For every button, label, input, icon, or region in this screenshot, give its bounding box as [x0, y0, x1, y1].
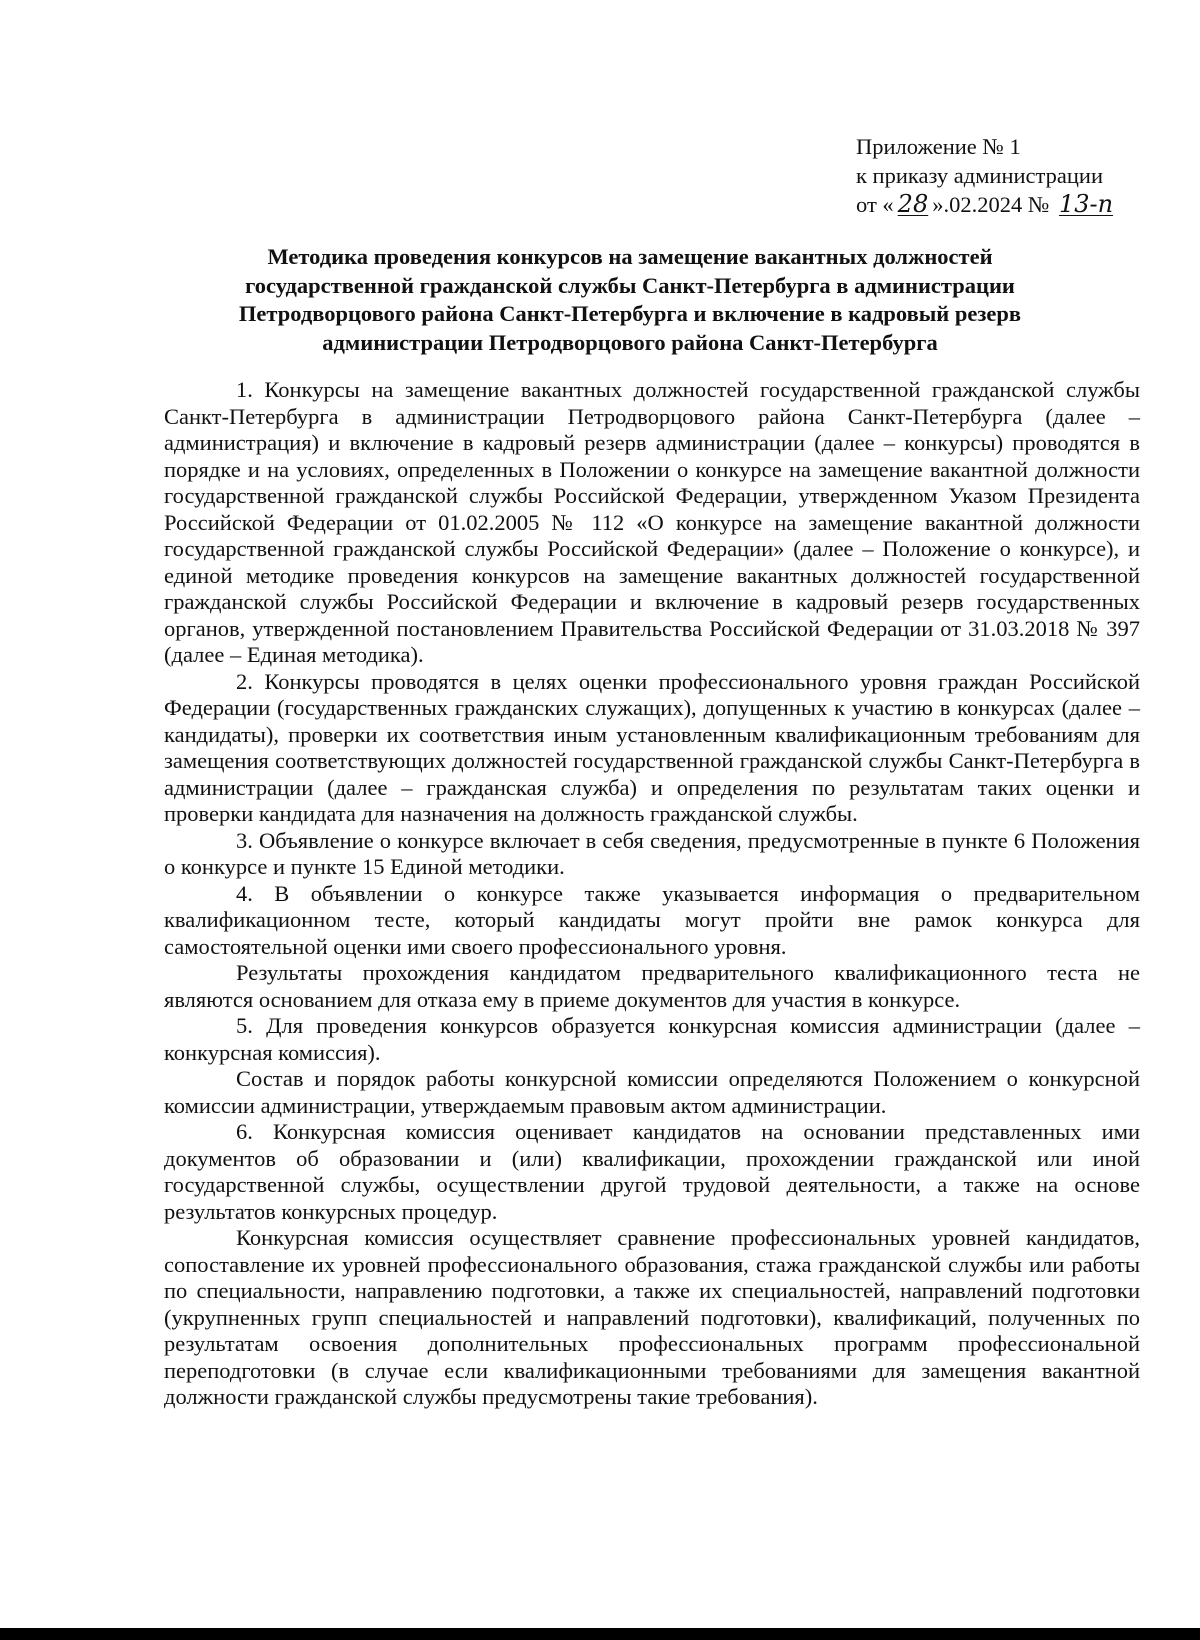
paragraph-2: 2. Конкурсы проводятся в целях оценки профессионального уровня граждан Российской Федерации (государственных гражданских служащих), допущенных к участию в конкурсах (далее – кандидаты), проверки их соответствия иным установленным квалификационным требованиям для замещения соответствующих должностей государственной гражданской службы Санкт-Петербурга в администрации (далее – гражданская служба) и определения по результатам таких оценки и проверки кандидата для назначения на должность гражданской службы. — [164, 668, 1140, 826]
document-title — [200, 243, 1060, 357]
paragraph-1: 1. Конкурсы на замещение вакантных должностей государственной гражданской службы Санкт-Петербурга в администрации Петродворцового района Санкт-Петербурга (далее – администрация) и включение в кадровый резерв администрации (далее – конкурсы) проводятся в порядке и на условиях, определенных в Положении о конкурсе на замещение вакантной должности государственной гражданской службы Российской Федерации, утвержденном Указом Президента Российской Федерации от 01.02.2005 № 112 «О конкурсе на замещение вакантной должности государственной гражданской службы Российской Федерации» (далее – Положение о конкурсе), и единой методике проведения конкурсов на замещение вакантных должностей государственной гражданской службы Российской Федерации и включение в кадровый резерв государственных органов, утвержденной постановлением Правительства Российской Федерации от 31.03.2018 № 397 (далее – Единая методика). — [164, 377, 1140, 667]
handwritten-order-number: 13-п — [1058, 190, 1114, 218]
title-line-1: Методика проведения конкурсов на замещение вакантных должностей — [267, 244, 993, 269]
paragraph-4: 4. В объявлении о конкурсе также указывается информация о предварительном квалификационном тесте, который кандидаты могут пройти вне рамок конкурса для самостоятельной оценки ими своего профессионального уровня. — [164, 880, 1140, 959]
date-prefix: от « — [856, 192, 894, 217]
paragraph-5-composition: Состав и порядок работы конкурсной комиссии определяются Положением о конкурсной комиссии администрации, утверждаемым правовым актом администрации. — [164, 1066, 1140, 1118]
annex-header — [856, 132, 1186, 219]
annex-label: Приложение № 1 — [856, 134, 1021, 159]
annex-order-reference: к приказу администрации — [856, 163, 1104, 188]
scan-edge-bar — [0, 1628, 1200, 1640]
paragraph-6-comparison: Конкурсная комиссия осуществляет сравнение профессиональных уровней кандидатов, сопоставление их уровней профессионального образования, стажа гражданской службы или работы по специальности, направлению подготовки, а также их специальностей, направлений подготовки (укрупненных групп специальностей и направлений подготовки), квалификаций, полученных по результатам освоения дополнительных профессиональных программ профессиональной переподготовки (в случае если квалификационными требованиями для замещения вакантной должности гражданской службы предусмотрены такие требования). — [164, 1225, 1140, 1409]
handwritten-day: 28 — [897, 190, 929, 218]
paragraph-3: 3. Объявление о конкурсе включает в себя сведения, предусмотренные в пункте 6 Положения о конкурсе и пункте 15 Единой методики. — [164, 827, 1140, 879]
title-line-3: Петродворцового района Санкт-Петербурга и включение в кадровый резерв — [238, 301, 1022, 326]
paragraph-4-results: Результаты прохождения кандидатом предварительного квалификационного теста не являются основанием для отказа ему в приеме документов для участия в конкурсе. — [164, 960, 1140, 1012]
document-body — [164, 377, 1140, 1411]
annex-date-line — [856, 190, 1186, 219]
date-rest: ».02.2024 № — [932, 192, 1050, 217]
paragraph-5: 5. Для проведения конкурсов образуется конкурсная комиссия администрации (далее – конкурсная комиссия). — [164, 1013, 1140, 1065]
paragraph-6: 6. Конкурсная комиссия оценивает кандидатов на основании представленных ими документов об образовании и (или) квалификации, прохождении гражданской или иной государственной службы, осуществлении другой трудовой деятельности, а также на основе результатов конкурсных процедур. — [164, 1119, 1140, 1224]
title-line-2: государственной гражданской службы Санкт-Петербурга в администрации — [245, 272, 1015, 298]
title-line-4: администрации Петродворцового района Санкт-Петербурга — [322, 329, 938, 355]
